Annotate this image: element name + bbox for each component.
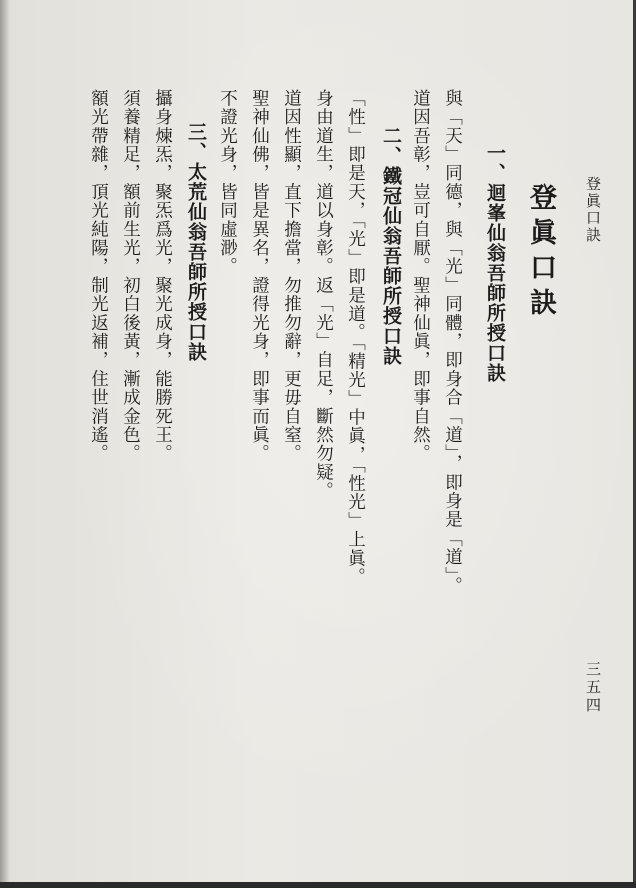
section-3-line-1: 攝身煉炁，聚炁爲光，聚光成身，能勝死王。 xyxy=(152,89,173,463)
section-2-line-5: 不證光身，皆同虛渺。 xyxy=(217,89,238,276)
page-number: 三五四 xyxy=(584,661,602,715)
section-2-line-3: 道因性顯，直下擔當，勿推勿辭，更毋自窒。 xyxy=(281,89,302,463)
section-3-line-3: 額光帶雜，頂光純陽，制光返補，住世消遙。 xyxy=(88,89,109,463)
section-1-line-1: 與「天」同德，與「光」同體，即身合「道」，即身是「道」。 xyxy=(442,89,463,596)
section-3-line-2: 須養精足，額前生光，初白後黃，漸成金色。 xyxy=(120,89,141,463)
section-1-heading: 一、迴峯仙翁吾師所授口訣 xyxy=(484,143,506,383)
section-2-line-4: 聖神仙佛，皆是異名，證得光身，即事而眞。 xyxy=(249,89,270,463)
section-1-line-2: 道因吾彰，豈可自厭。聖神仙眞，即事自然。 xyxy=(410,89,431,463)
page-title: 登眞口訣 xyxy=(525,183,556,323)
page-edge-bottom xyxy=(0,882,636,888)
section-2-line-1: 「性」即是天，「光」即是道。「精光」中眞，「性光」上眞。 xyxy=(345,89,366,587)
running-head: 登眞口訣 xyxy=(584,176,602,244)
section-2-heading: 二、鐵冠仙翁吾師所授口訣 xyxy=(380,126,402,366)
section-2-line-2: 身由道生，道以身彰。返「光」自足，斷然勿疑。 xyxy=(313,89,334,501)
page-shadow-left xyxy=(0,0,10,888)
section-3-heading: 三、太荒仙翁吾師所授口訣 xyxy=(185,122,207,362)
